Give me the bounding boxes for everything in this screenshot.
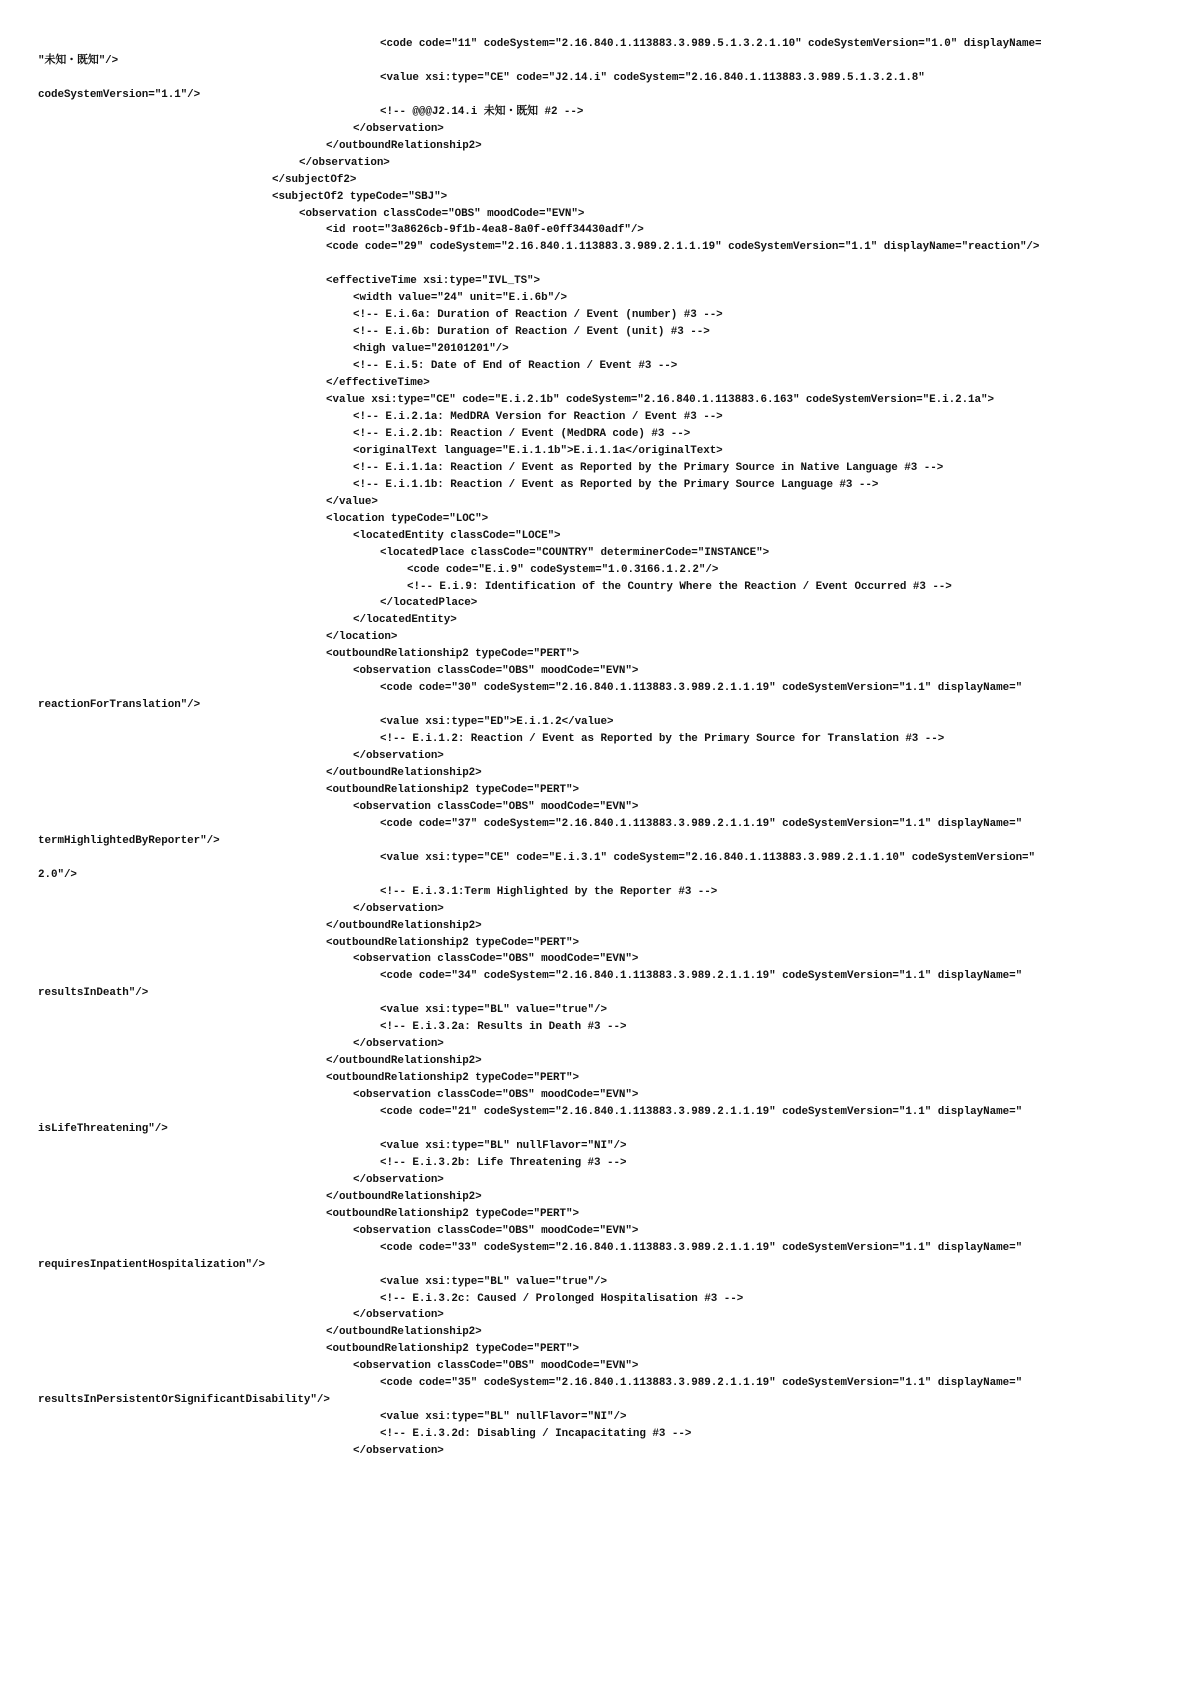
code-line: </location> [326, 631, 398, 644]
code-line: <effectiveTime xsi:type="IVL_TS"> [326, 275, 541, 288]
code-line: </observation> [353, 750, 444, 763]
code-line: codeSystemVersion="1.1"/> [38, 88, 201, 101]
code-line: </observation> [353, 1173, 444, 1186]
code-line: <observation classCode="OBS" moodCode="EVN"> [353, 1360, 639, 1373]
code-line: termHighlightedByReporter"/> [38, 834, 220, 847]
code-line: <observation classCode="OBS" moodCode="EVN"> [353, 953, 639, 966]
code-line: <outboundRelationship2 typeCode="PERT"> [326, 783, 579, 796]
code-line: <observation classCode="OBS" moodCode="EVN"> [353, 800, 639, 813]
code-line: <!-- E.i.2.1a: MedDRA Version for Reaction / Event #3 --> [353, 410, 723, 423]
code-line: <!-- E.i.3.2a: Results in Death #3 --> [380, 1021, 627, 1034]
code-line: <code code="34" codeSystem="2.16.840.1.113883.3.989.2.1.1.19" codeSystemVersion="1.1" displayName=" [380, 970, 1023, 983]
code-line: <code code="11" codeSystem="2.16.840.1.113883.3.989.5.1.3.2.1.10" codeSystemVersion="1.0" displayName= [380, 38, 1042, 50]
code-line: </outboundRelationship2> [326, 1055, 482, 1068]
code-line: "未知・既知"/> [38, 54, 119, 67]
code-line: <!-- E.i.6a: Duration of Reaction / Event (number) #3 --> [353, 309, 723, 322]
code-line: </outboundRelationship2> [326, 1326, 482, 1339]
code-line: <!-- @@@J2.14.i 未知・既知 #2 --> [380, 105, 584, 118]
code-line: <subjectOf2 typeCode="SBJ"> [272, 190, 448, 203]
code-line: </observation> [353, 1038, 444, 1051]
code-line: <code code="E.i.9" codeSystem="1.0.3166.1.2.2"/> [407, 563, 719, 576]
code-line: </locatedPlace> [380, 597, 478, 610]
code-line: <value xsi:type="BL" nullFlavor="NI"/> [380, 1411, 627, 1424]
code-line: <code code="21" codeSystem="2.16.840.1.113883.3.989.2.1.1.19" codeSystemVersion="1.1" displayName=" [380, 1106, 1023, 1119]
code-line: <code code="29" codeSystem="2.16.840.1.113883.3.989.2.1.1.19" codeSystemVersion="1.1" displayName="reaction"/> [326, 241, 1040, 254]
code-line: </subjectOf2> [272, 173, 357, 186]
code-line: <code code="33" codeSystem="2.16.840.1.113883.3.989.2.1.1.19" codeSystemVersion="1.1" displayName=" [380, 1241, 1023, 1254]
code-line: <locatedEntity classCode="LOCE"> [353, 529, 561, 542]
code-line: 2.0"/> [38, 868, 77, 881]
code-line: </observation> [353, 902, 444, 915]
code-line: <!-- E.i.2.1b: Reaction / Event (MedDRA code) #3 --> [353, 427, 691, 440]
code-line: </outboundRelationship2> [326, 766, 482, 779]
code-line: resultsInPersistentOrSignificantDisability"/> [38, 1394, 330, 1407]
code-line: <locatedPlace classCode="COUNTRY" determinerCode="INSTANCE"> [380, 546, 770, 559]
code-line: </value> [326, 495, 378, 508]
code-line: </observation> [353, 1445, 444, 1458]
code-line: requiresInpatientHospitalization"/> [38, 1258, 265, 1271]
xml-code-listing [0, 36, 1181, 1460]
code-line: <!-- E.i.6b: Duration of Reaction / Event (unit) #3 --> [353, 326, 710, 339]
code-line: <value xsi:type="CE" code="J2.14.i" codeSystem="2.16.840.1.113883.3.989.5.1.3.2.1.8" [380, 71, 925, 84]
code-line: <id root="3a8626cb-9f1b-4ea8-8a0f-e0ff34430adf"/> [326, 224, 644, 237]
code-line: <outboundRelationship2 typeCode="PERT"> [326, 1207, 579, 1220]
code-line: <width value="24" unit="E.i.6b"/> [353, 292, 568, 305]
code-line: </outboundRelationship2> [326, 1190, 482, 1203]
code-line: <observation classCode="OBS" moodCode="EVN"> [353, 665, 639, 678]
blank-line [0, 256, 1181, 273]
code-line: <outboundRelationship2 typeCode="PERT"> [326, 648, 579, 661]
code-line: </locatedEntity> [353, 614, 457, 627]
code-line: <!-- E.i.9: Identification of the Country Where the Reaction / Event Occurred #3 --> [407, 580, 952, 593]
code-line: </effectiveTime> [326, 377, 430, 390]
code-line: reactionForTranslation"/> [38, 699, 201, 712]
code-line: </observation> [353, 1309, 444, 1322]
code-line: </outboundRelationship2> [326, 139, 482, 152]
code-line: <outboundRelationship2 typeCode="PERT"> [326, 936, 579, 949]
code-line: <originalText language="E.i.1.1b">E.i.1.1a</originalText> [353, 444, 723, 457]
code-line: <code code="37" codeSystem="2.16.840.1.113883.3.989.2.1.1.19" codeSystemVersion="1.1" displayName=" [380, 817, 1023, 830]
code-line: <code code="30" codeSystem="2.16.840.1.113883.3.989.2.1.1.19" codeSystemVersion="1.1" displayName=" [380, 682, 1023, 695]
code-line: <!-- E.i.1.2: Reaction / Event as Reported by the Primary Source for Translation #3 --> [380, 733, 945, 746]
code-line: isLifeThreatening"/> [38, 1123, 168, 1135]
code-line: <value xsi:type="BL" value="true"/> [380, 1004, 607, 1017]
code-line: <value xsi:type="CE" code="E.i.2.1b" codeSystem="2.16.840.1.113883.6.163" codeSystemVersion="E.i.2.1a"> [326, 394, 995, 407]
code-line: <high value="20101201"/> [353, 343, 509, 356]
code-line: </observation> [353, 122, 444, 135]
code-line: <value xsi:type="BL" nullFlavor="NI"/> [380, 1139, 627, 1152]
code-line: <!-- E.i.5: Date of End of Reaction / Event #3 --> [353, 360, 678, 373]
code-line: </outboundRelationship2> [326, 919, 482, 932]
code-line: <value xsi:type="ED">E.i.1.2</value> [380, 716, 614, 729]
code-line: <!-- E.i.3.2c: Caused / Prolonged Hospitalisation #3 --> [380, 1292, 744, 1305]
code-line: <value xsi:type="CE" code="E.i.3.1" codeSystem="2.16.840.1.113883.3.989.2.1.1.10" codeSystemVersion=" [380, 851, 1036, 864]
code-line: <!-- E.i.3.2b: Life Threatening #3 --> [380, 1156, 627, 1169]
code-line: <!-- E.i.1.1b: Reaction / Event as Reported by the Primary Source Language #3 --> [353, 478, 879, 491]
code-line: <!-- E.i.3.2d: Disabling / Incapacitating #3 --> [380, 1428, 692, 1441]
code-line: <outboundRelationship2 typeCode="PERT"> [326, 1343, 579, 1356]
code-line: <!-- E.i.1.1a: Reaction / Event as Reported by the Primary Source in Native Language #3 --> [353, 461, 944, 474]
code-line: </observation> [299, 156, 390, 169]
code-line: <value xsi:type="BL" value="true"/> [380, 1275, 607, 1288]
code-line: <observation classCode="OBS" moodCode="EVN"> [353, 1224, 639, 1237]
code-line: <location typeCode="LOC"> [326, 512, 489, 525]
code-line: resultsInDeath"/> [38, 987, 149, 1000]
code-line: <!-- E.i.3.1:Term Highlighted by the Reporter #3 --> [380, 885, 718, 898]
code-line: <code code="35" codeSystem="2.16.840.1.113883.3.989.2.1.1.19" codeSystemVersion="1.1" displayName=" [380, 1377, 1023, 1390]
code-line: <outboundRelationship2 typeCode="PERT"> [326, 1072, 579, 1085]
code-line: <observation classCode="OBS" moodCode="EVN"> [353, 1089, 639, 1102]
code-line: <observation classCode="OBS" moodCode="EVN"> [299, 207, 585, 220]
